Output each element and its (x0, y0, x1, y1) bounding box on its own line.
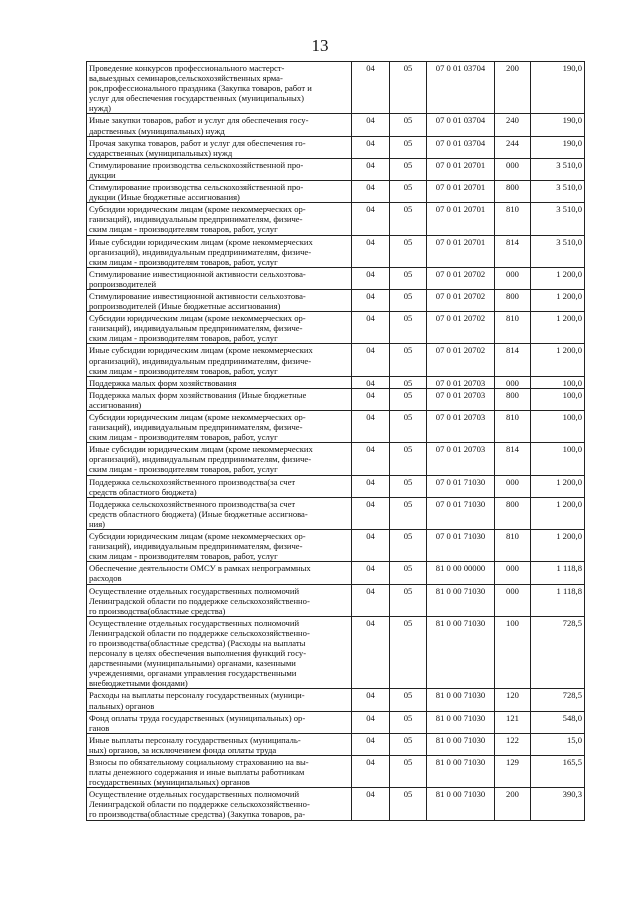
subsection-code: 05 (390, 530, 427, 562)
row-description (87, 203, 352, 235)
section-code: 04 (352, 584, 390, 616)
subsection-code: 05 (390, 733, 427, 755)
row-description (87, 158, 352, 180)
table-row (87, 136, 585, 158)
amount: 1 118,8 (531, 562, 585, 584)
row-description (87, 344, 352, 376)
description-line: нужд) (89, 103, 111, 114)
description-line: ганизаций), индивидуальным предпринимателям, физиче- (89, 422, 303, 433)
description-line: Стимулирование производства сельскохозяйственной про- (89, 159, 304, 170)
section-code: 04 (352, 733, 390, 755)
section-code: 04 (352, 388, 390, 410)
target-article-code: 07 0 01 20701 (427, 235, 495, 267)
expense-type-code: 000 (495, 158, 531, 180)
amount: 728,5 (531, 689, 585, 711)
amount: 3 510,0 (531, 235, 585, 267)
target-article-code: 07 0 01 20702 (427, 289, 495, 311)
expense-type-code: 810 (495, 203, 531, 235)
subsection-code: 05 (390, 376, 427, 388)
description-line: дарственными (муниципальными) органами, казенными (89, 658, 296, 669)
subsection-code: 05 (390, 689, 427, 711)
description-line: ским лицам - производителям товаров, работ, услуг (89, 365, 278, 376)
description-line: ропроизводителей (Иные бюджетные ассигнования) (89, 301, 281, 312)
description-line: Проведение конкурсов профессионального мастерст- (89, 63, 285, 73)
description-line: ассигнования) (89, 399, 142, 410)
target-article-code: 07 0 01 71030 (427, 530, 495, 562)
target-article-code: 07 0 01 20702 (427, 267, 495, 289)
subsection-code: 05 (390, 497, 427, 529)
row-description (87, 114, 352, 136)
description-line: Ленинградской области по поддержке сельскохозяйственно- (89, 595, 310, 606)
target-article-code: 07 0 01 03704 (427, 136, 495, 158)
subsection-code: 05 (390, 411, 427, 443)
description-line: расходов (89, 573, 122, 584)
description-line: сударственных (муниципальных) нужд (89, 147, 233, 158)
amount: 100,0 (531, 376, 585, 388)
description-line: платы денежного содержания и иные выплаты работникам (89, 767, 305, 778)
section-code: 04 (352, 344, 390, 376)
description-line: го производства(областные средства) (Расходы на выплаты (89, 637, 306, 648)
description-line: Поддержка сельскохозяйственного производства(за счет (89, 476, 296, 487)
row-description (87, 689, 352, 711)
subsection-code: 05 (390, 289, 427, 311)
description-line: услуг для обеспечения государственных (муниципальных) (89, 93, 304, 104)
expense-type-code: 122 (495, 733, 531, 755)
description-line: Прочая закупка товаров, работ и услуг для обеспечения го- (89, 137, 306, 148)
amount: 1 118,8 (531, 584, 585, 616)
expense-type-code: 000 (495, 562, 531, 584)
description-line: ганов (89, 722, 110, 733)
row-description (87, 312, 352, 344)
description-line: Поддержка малых форм хозяйствования (89, 377, 237, 388)
target-article-code: 81 0 00 71030 (427, 616, 495, 689)
description-line: пальных) органов (89, 700, 155, 711)
target-article-code: 07 0 01 20702 (427, 344, 495, 376)
subsection-code: 05 (390, 584, 427, 616)
amount: 548,0 (531, 711, 585, 733)
table-row (87, 411, 585, 443)
target-article-code: 07 0 01 20703 (427, 376, 495, 388)
table-row (87, 388, 585, 410)
row-description (87, 267, 352, 289)
section-code: 04 (352, 475, 390, 497)
description-line: дукции (Иные бюджетные ассигнования) (89, 192, 240, 203)
table-row (87, 756, 585, 788)
table-row (87, 289, 585, 311)
description-line: средств областного бюджета) (Иные бюджетные ассигнова- (89, 508, 308, 519)
section-code: 04 (352, 616, 390, 689)
amount: 1 200,0 (531, 312, 585, 344)
amount: 1 200,0 (531, 497, 585, 529)
description-line: ния) (89, 518, 106, 529)
target-article-code: 07 0 01 20703 (427, 388, 495, 410)
expense-type-code: 810 (495, 312, 531, 344)
table-row (87, 158, 585, 180)
target-article-code: 07 0 01 71030 (427, 475, 495, 497)
description-line: ропроизводителей (89, 278, 157, 289)
description-line: Ленинградской области по поддержке сельскохозяйственно- (89, 799, 310, 810)
description-line: государственных (муниципальных) органов (89, 777, 250, 788)
target-article-code: 07 0 01 20702 (427, 312, 495, 344)
section-code: 04 (352, 689, 390, 711)
target-article-code: 07 0 01 03704 (427, 62, 495, 114)
section-code: 04 (352, 181, 390, 203)
target-article-code: 81 0 00 71030 (427, 788, 495, 820)
description-line: Осуществление отдельных государственных полномочий (89, 789, 300, 800)
description-line: Стимулирование инвестиционной активности сельхозтова- (89, 268, 306, 279)
row-description (87, 136, 352, 158)
description-line: го производства(областные средства) (89, 605, 226, 616)
description-line: Осуществление отдельных государственных полномочий (89, 617, 300, 628)
description-line: Осуществление отдельных государственных полномочий (89, 585, 300, 596)
target-article-code: 81 0 00 71030 (427, 733, 495, 755)
target-article-code: 81 0 00 71030 (427, 689, 495, 711)
description-line: Иные закупки товаров, работ и услуг для обеспечения госу- (89, 115, 309, 126)
description-line: ским лицам - производителям товаров, работ, услуг (89, 464, 278, 475)
expense-type-code: 240 (495, 114, 531, 136)
subsection-code: 05 (390, 616, 427, 689)
row-description (87, 388, 352, 410)
description-line: персоналу в целях обеспечения выполнения функций госу- (89, 648, 307, 659)
description-line: Обеспечение деятельности ОМСУ в рамках непрограммных (89, 563, 311, 574)
subsection-code: 05 (390, 62, 427, 114)
description-line: дарственных (муниципальных) нужд (89, 125, 225, 136)
section-code: 04 (352, 711, 390, 733)
description-line: дукции (89, 169, 116, 180)
subsection-code: 05 (390, 756, 427, 788)
description-line: организаций), индивидуальным предпринимателям, физиче- (89, 355, 312, 366)
description-line: организаций), индивидуальным предпринимателям, физиче- (89, 454, 312, 465)
amount: 1 200,0 (531, 475, 585, 497)
section-code: 04 (352, 136, 390, 158)
table-row (87, 562, 585, 584)
table-row (87, 497, 585, 529)
subsection-code: 05 (390, 235, 427, 267)
description-line: Субсидии юридическим лицам (кроме некоммерческих ор- (89, 204, 306, 215)
description-line: ским лицам - производителям товаров, работ, услуг (89, 432, 278, 443)
description-line: организаций), индивидуальным предпринимателям, физиче- (89, 246, 312, 257)
expense-type-code: 814 (495, 344, 531, 376)
expense-type-code: 800 (495, 289, 531, 311)
amount: 3 510,0 (531, 181, 585, 203)
expense-type-code: 100 (495, 616, 531, 689)
target-article-code: 07 0 01 20701 (427, 203, 495, 235)
description-line: Ленинградской области по поддержке сельскохозяйственно- (89, 627, 310, 638)
table-row (87, 267, 585, 289)
description-line: Поддержка сельскохозяйственного производства(за счет (89, 498, 296, 509)
subsection-code: 05 (390, 475, 427, 497)
section-code: 04 (352, 497, 390, 529)
amount: 100,0 (531, 388, 585, 410)
target-article-code: 07 0 01 03704 (427, 114, 495, 136)
row-description (87, 289, 352, 311)
description-line: Стимулирование инвестиционной активности сельхозтова- (89, 290, 306, 301)
section-code: 04 (352, 62, 390, 114)
section-code: 04 (352, 411, 390, 443)
section-code: 04 (352, 235, 390, 267)
amount: 1 200,0 (531, 289, 585, 311)
row-description (87, 530, 352, 562)
subsection-code: 05 (390, 788, 427, 820)
row-description (87, 562, 352, 584)
row-description (87, 443, 352, 475)
section-code: 04 (352, 203, 390, 235)
budget-table (86, 61, 585, 821)
section-code: 04 (352, 530, 390, 562)
subsection-code: 05 (390, 312, 427, 344)
target-article-code: 81 0 00 00000 (427, 562, 495, 584)
subsection-code: 05 (390, 267, 427, 289)
expense-type-code: 814 (495, 235, 531, 267)
description-line: ским лицам - производителям товаров, работ, услуг (89, 256, 278, 267)
section-code: 04 (352, 788, 390, 820)
subsection-code: 05 (390, 443, 427, 475)
row-description (87, 411, 352, 443)
table-row (87, 344, 585, 376)
description-line: Субсидии юридическим лицам (кроме некоммерческих ор- (89, 313, 306, 324)
table-row (87, 181, 585, 203)
amount: 1 200,0 (531, 530, 585, 562)
amount: 15,0 (531, 733, 585, 755)
row-description (87, 788, 352, 820)
table-row (87, 689, 585, 711)
table-row (87, 733, 585, 755)
target-article-code: 81 0 00 71030 (427, 584, 495, 616)
table-row (87, 312, 585, 344)
table-row (87, 711, 585, 733)
row-description (87, 62, 352, 114)
subsection-code: 05 (390, 203, 427, 235)
target-article-code: 81 0 00 71030 (427, 756, 495, 788)
description-line: ганизаций), индивидуальным предпринимателям, физиче- (89, 323, 303, 334)
table-row (87, 376, 585, 388)
target-article-code: 07 0 01 20701 (427, 158, 495, 180)
section-code: 04 (352, 158, 390, 180)
amount: 1 200,0 (531, 344, 585, 376)
description-line: Расходы на выплаты персоналу государственных (муници- (89, 690, 305, 701)
section-code: 04 (352, 756, 390, 788)
subsection-code: 05 (390, 562, 427, 584)
amount: 3 510,0 (531, 158, 585, 180)
row-description (87, 756, 352, 788)
table-row (87, 530, 585, 562)
amount: 190,0 (531, 114, 585, 136)
row-description (87, 584, 352, 616)
amount: 190,0 (531, 136, 585, 158)
description-line: ским лицам - производителям товаров, работ, услуг (89, 551, 278, 562)
expense-type-code: 814 (495, 443, 531, 475)
expense-type-code: 000 (495, 584, 531, 616)
expense-type-code: 129 (495, 756, 531, 788)
target-article-code: 07 0 01 20703 (427, 443, 495, 475)
expense-type-code: 200 (495, 62, 531, 114)
subsection-code: 05 (390, 114, 427, 136)
description-line: ганизаций), индивидуальным предпринимателям, физиче- (89, 214, 303, 225)
description-line: ганизаций), индивидуальным предпринимателям, физиче- (89, 541, 303, 552)
amount: 390,3 (531, 788, 585, 820)
description-line: Субсидии юридическим лицам (кроме некоммерческих ор- (89, 531, 306, 542)
subsection-code: 05 (390, 711, 427, 733)
page-number: 13 (311, 36, 329, 55)
row-description (87, 711, 352, 733)
row-description (87, 181, 352, 203)
amount: 100,0 (531, 443, 585, 475)
amount: 1 200,0 (531, 267, 585, 289)
table-row (87, 475, 585, 497)
description-line: Взносы по обязательному социальному страхованию на вы- (89, 757, 309, 767)
description-line: Стимулирование производства сельскохозяйственной про- (89, 182, 304, 193)
section-code: 04 (352, 289, 390, 311)
subsection-code: 05 (390, 388, 427, 410)
section-code: 04 (352, 376, 390, 388)
target-article-code: 81 0 00 71030 (427, 711, 495, 733)
expense-type-code: 000 (495, 376, 531, 388)
row-description (87, 475, 352, 497)
row-description (87, 235, 352, 267)
description-line: Иные субсидии юридическим лицам (кроме некоммерческих (89, 444, 313, 455)
amount: 190,0 (531, 62, 585, 114)
amount: 100,0 (531, 411, 585, 443)
expense-type-code: 000 (495, 267, 531, 289)
description-line: Субсидии юридическим лицам (кроме некоммерческих ор- (89, 412, 306, 422)
target-article-code: 07 0 01 20701 (427, 181, 495, 203)
description-line: ных) органов, за исключением фонда оплаты труда (89, 744, 277, 755)
target-article-code: 07 0 01 20703 (427, 411, 495, 443)
target-article-code: 07 0 01 71030 (427, 497, 495, 529)
description-line: рок,профессионального праздника (Закупка товаров, работ и (89, 83, 312, 94)
description-line: Иные субсидии юридическим лицам (кроме некоммерческих (89, 345, 313, 356)
description-line: Фонд оплаты труда государственных (муниципальных) ор- (89, 712, 306, 723)
section-code: 04 (352, 562, 390, 584)
table-row (87, 114, 585, 136)
description-line: ским лицам - производителям товаров, работ, услуг (89, 333, 278, 344)
expense-type-code: 810 (495, 411, 531, 443)
table-row (87, 203, 585, 235)
table-row (87, 62, 585, 114)
description-line: Иные выплаты персоналу государственных (муниципаль- (89, 734, 301, 745)
amount: 165,5 (531, 756, 585, 788)
expense-type-code: 800 (495, 497, 531, 529)
description-line: внебюджетными фондами) (89, 678, 188, 689)
expense-type-code: 120 (495, 689, 531, 711)
expense-type-code: 800 (495, 388, 531, 410)
description-line: учреждениями, органами управления государственными (89, 668, 297, 679)
table-row (87, 584, 585, 616)
expense-type-code: 800 (495, 181, 531, 203)
amount: 3 510,0 (531, 203, 585, 235)
section-code: 04 (352, 267, 390, 289)
row-description (87, 497, 352, 529)
row-description (87, 616, 352, 689)
table-row (87, 616, 585, 689)
budget-table-body (87, 62, 585, 821)
description-line: средств областного бюджета) (89, 486, 197, 497)
table-row (87, 788, 585, 820)
amount: 728,5 (531, 616, 585, 689)
subsection-code: 05 (390, 181, 427, 203)
description-line: ским лицам - производителям товаров, работ, услуг (89, 224, 278, 235)
subsection-code: 05 (390, 344, 427, 376)
expense-type-code: 121 (495, 711, 531, 733)
description-line: го производства(областные средства) (Закупка товаров, ра- (89, 809, 306, 820)
expense-type-code: 810 (495, 530, 531, 562)
description-line: ва,выездных семинаров,сельскохозяйственных ярма- (89, 73, 283, 84)
subsection-code: 05 (390, 136, 427, 158)
section-code: 04 (352, 312, 390, 344)
description-line: Иные субсидии юридическим лицам (кроме некоммерческих (89, 236, 313, 247)
table-row (87, 235, 585, 267)
row-description (87, 376, 352, 388)
section-code: 04 (352, 443, 390, 475)
row-description (87, 733, 352, 755)
section-code: 04 (352, 114, 390, 136)
table-row (87, 443, 585, 475)
expense-type-code: 200 (495, 788, 531, 820)
subsection-code: 05 (390, 158, 427, 180)
description-line: Поддержка малых форм хозяйствования (Иные бюджетные (89, 389, 307, 400)
expense-type-code: 244 (495, 136, 531, 158)
expense-type-code: 000 (495, 475, 531, 497)
